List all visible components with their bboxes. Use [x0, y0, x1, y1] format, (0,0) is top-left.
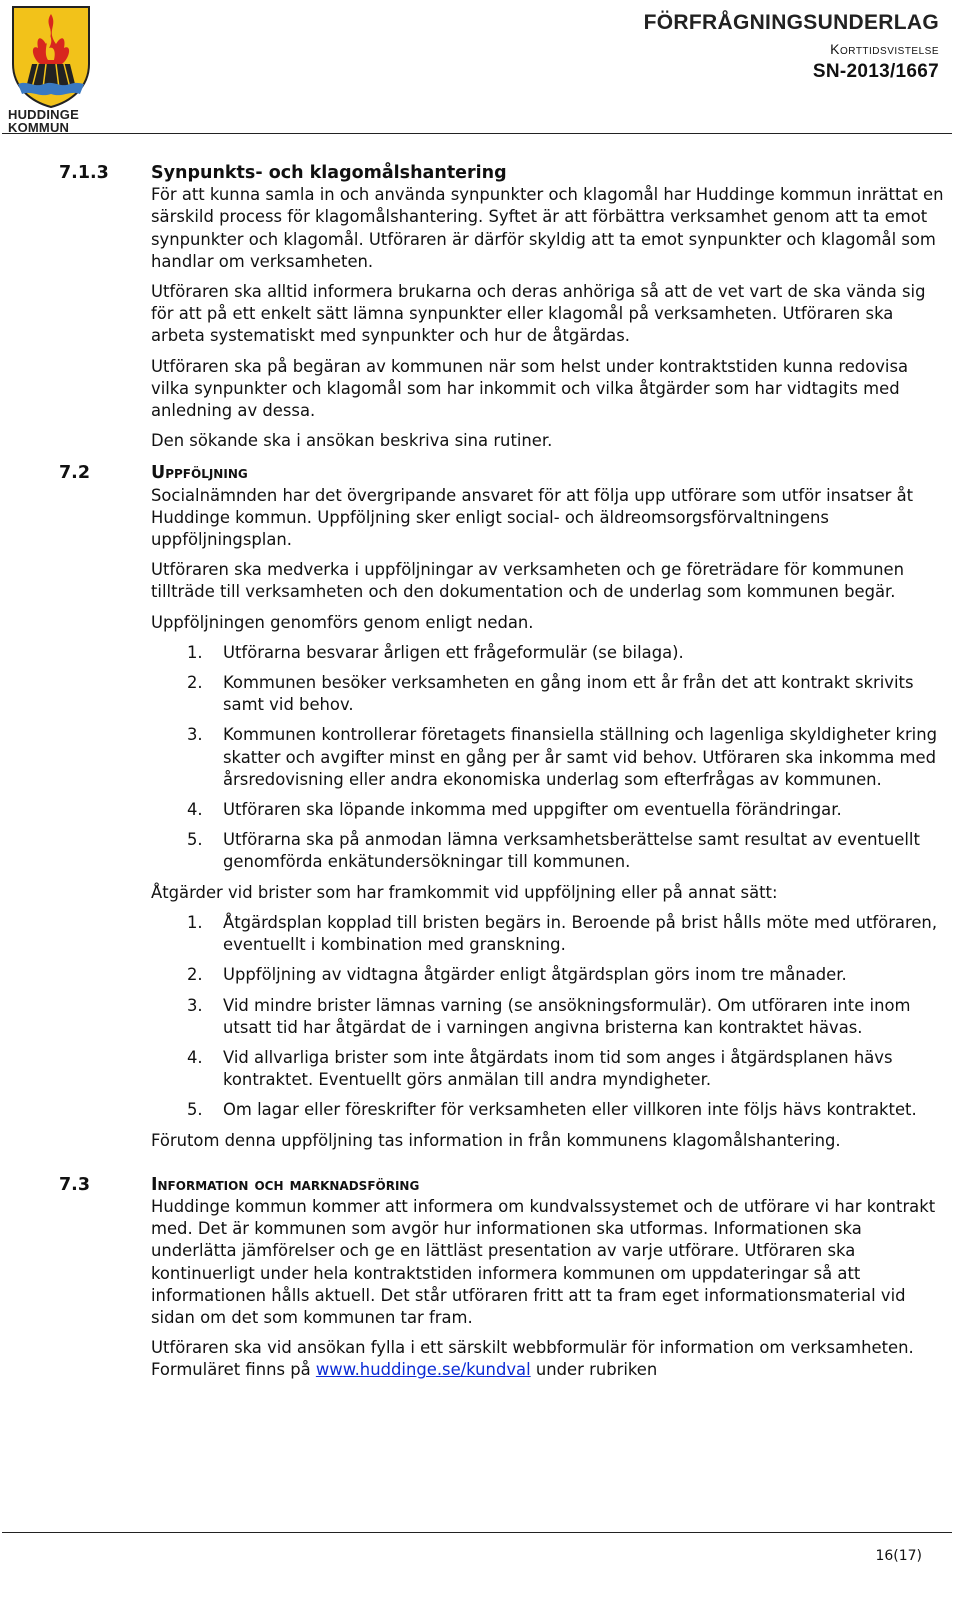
list-item: [151, 799, 949, 821]
document-subtitle: Korttidsvistelse: [830, 41, 939, 57]
section-number: 7.2: [59, 463, 91, 484]
section-number: 7.3: [59, 1174, 91, 1195]
list-number: 2.: [187, 965, 203, 985]
paragraph: Utföraren ska på begäran av kommunen när som helst under kontraktstiden kunna redovisa vilka synpunkter och klagomål som har inkommit och vilka åtgärder som har vidtagits med anledning av dessa.: [151, 356, 909, 421]
text-before-link: Utföraren ska vid ansökan fylla i ett särskilt webbformulär för information om verksamheten. Formuläret finns på: [151, 1338, 914, 1380]
deficiency-actions-list: [151, 912, 949, 1122]
paragraph: Socialnämnden har det övergripande ansvaret för att följa upp utförare som utför insatser åt Huddinge kommun. Uppföljning sker enligt social- och äldreomsorgsförvaltningens uppföljningsplan.: [151, 485, 914, 550]
list-item: [151, 642, 949, 664]
logo-text-kommun: KOMMUN: [8, 120, 70, 135]
text-after-link: under rubriken: [530, 1360, 658, 1380]
paragraph: Förutom denna uppföljning tas information in från kommunens klagomålshantering.: [151, 1130, 841, 1150]
list-number: 5.: [187, 1100, 203, 1120]
list-text: Kommunen kontrollerar företagets finansiella ställning och lagenliga skyldigheter kring skatter och avgifter minst en gång per år samt vid behov. Utföraren ska inkomma med årsredovisning eller andra ekonomiska underlag som efterfrågas av kommunen.: [223, 725, 938, 789]
list-number: 3.: [187, 725, 203, 745]
list-text: Om lagar eller föreskrifter för verksamheten eller villkoren inte följs hävs kontraktet.: [223, 1100, 917, 1120]
paragraph: Uppföljningen genomförs genom enligt nedan.: [151, 612, 534, 632]
section-7-1-3: [59, 162, 949, 452]
list-text: Vid allvarliga brister som inte åtgärdats inom tid som anges i åtgärdsplanen hävs kontraktet. Eventuellt görs anmälan till andra myndigheter.: [223, 1047, 893, 1090]
section-7-3: [59, 1174, 949, 1382]
list-item: [151, 724, 949, 791]
paragraph: För att kunna samla in och använda synpunkter och klagomål har Huddinge kommun inrättat en särskild process för klagomålshantering. Syftet är att förbättra verksamhet genom att ta emot synpunkter och klagomål. Utföraren är därför skyldig att ta emot synpunkter och klagomål som handlar om verksamheten.: [151, 185, 944, 271]
paragraph: Huddinge kommun kommer att informera om kundvalssystemet och de utförare vi har kontrakt med. Det är kommunen som avgör hur informationen ska utformas. Informationen ska underlätta jämförelser och ge en lättläst presentation av varje utförare. Utföraren ska kontinuerligt under hela kontraktstiden informera kommunen om uppdateringar så att informationen hålls aktuell. Det står utföraren fritt att ta fram eget informationsmaterial vid sidan om det som kommunen tar fram.: [151, 1196, 936, 1327]
list-number: 1.: [187, 912, 203, 932]
logo-text-huddinge: HUDDINGE: [8, 107, 79, 122]
list-text: Åtgärdsplan kopplad till bristen begärs in. Beroende på brist hålls möte med utföraren, eventuellt i kombination med granskning.: [223, 912, 938, 955]
section-number: 7.1.3: [59, 163, 109, 183]
list-number: 4.: [187, 1047, 203, 1067]
list-item: [151, 829, 949, 873]
list-number: 4.: [187, 800, 203, 820]
section-title: Synpunkts- och klagomålshantering: [151, 163, 507, 183]
header-divider: [2, 133, 952, 134]
reference-number: SN-2013/1667: [812, 61, 939, 82]
list-text: Utförarna ska på anmodan lämna verksamhetsberättelse samt resultat av eventuellt genomförda enkätundersökningar till kommunen.: [223, 830, 920, 872]
list-number: 1.: [187, 642, 203, 662]
paragraph: [151, 1337, 949, 1381]
list-number: 2.: [187, 673, 203, 693]
list-item: [151, 912, 949, 956]
paragraph: Den sökande ska i ansökan beskriva sina rutiner.: [151, 431, 553, 451]
follow-up-list: [151, 642, 949, 874]
list-item: [151, 995, 949, 1039]
list-number: 5.: [187, 830, 203, 850]
huddinge-logo: [8, 4, 94, 135]
document-body: [59, 162, 949, 1390]
coat-of-arms-icon: [10, 4, 92, 108]
list-text: Kommunen besöker verksamheten en gång inom ett år från det att kontrakt skrivits samt vid behov.: [223, 673, 914, 715]
paragraph: Utföraren ska medverka i uppföljningar av verksamheten och ge företrädare för kommunen tillträde till verksamheten och den dokumentation och de underlag som kommunen begär.: [151, 560, 904, 602]
section-7-2: [59, 462, 949, 1151]
kundval-link[interactable]: www.huddinge.se/kundval: [315, 1360, 531, 1380]
list-number: 3.: [187, 995, 203, 1015]
document-header: [644, 8, 939, 84]
list-text: Utföraren ska löpande inkomma med uppgifter om eventuella förändringar.: [223, 800, 842, 820]
list-text: Utförarna besvarar årligen ett frågeformulär (se bilaga).: [223, 642, 684, 662]
section-title: Information och marknadsföring: [151, 1174, 420, 1195]
document-type-title: FÖRFRÅGNINGSUNDERLAG: [643, 11, 939, 34]
list-item: [151, 672, 949, 716]
paragraph: Utföraren ska alltid informera brukarna och deras anhöriga så att de vet vart de ska vända sig för att på ett enkelt sätt lämna synpunkter eller klagomål på verksamheten. Utföraren ska arbeta systematiskt med synpunkter och hur de åtgärdas.: [151, 282, 926, 346]
list-text: Uppföljning av vidtagna åtgärder enligt åtgärdsplan görs inom tre månader.: [223, 965, 847, 985]
paragraph: Åtgärder vid brister som har framkommit vid uppföljning eller på annat sätt:: [151, 882, 778, 902]
page-number: 16(17): [875, 1548, 922, 1564]
footer-divider: [2, 1532, 952, 1533]
list-text: Vid mindre brister lämnas varning (se ansökningsformulär). Om utföraren inte inom utsatt tid har åtgärdat de i varningen angivna bristerna kan kontraktet hävas.: [223, 995, 911, 1037]
list-item: [151, 1047, 949, 1091]
list-item: [151, 964, 949, 986]
list-item: [151, 1099, 949, 1121]
section-title: Uppföljning: [151, 463, 248, 484]
